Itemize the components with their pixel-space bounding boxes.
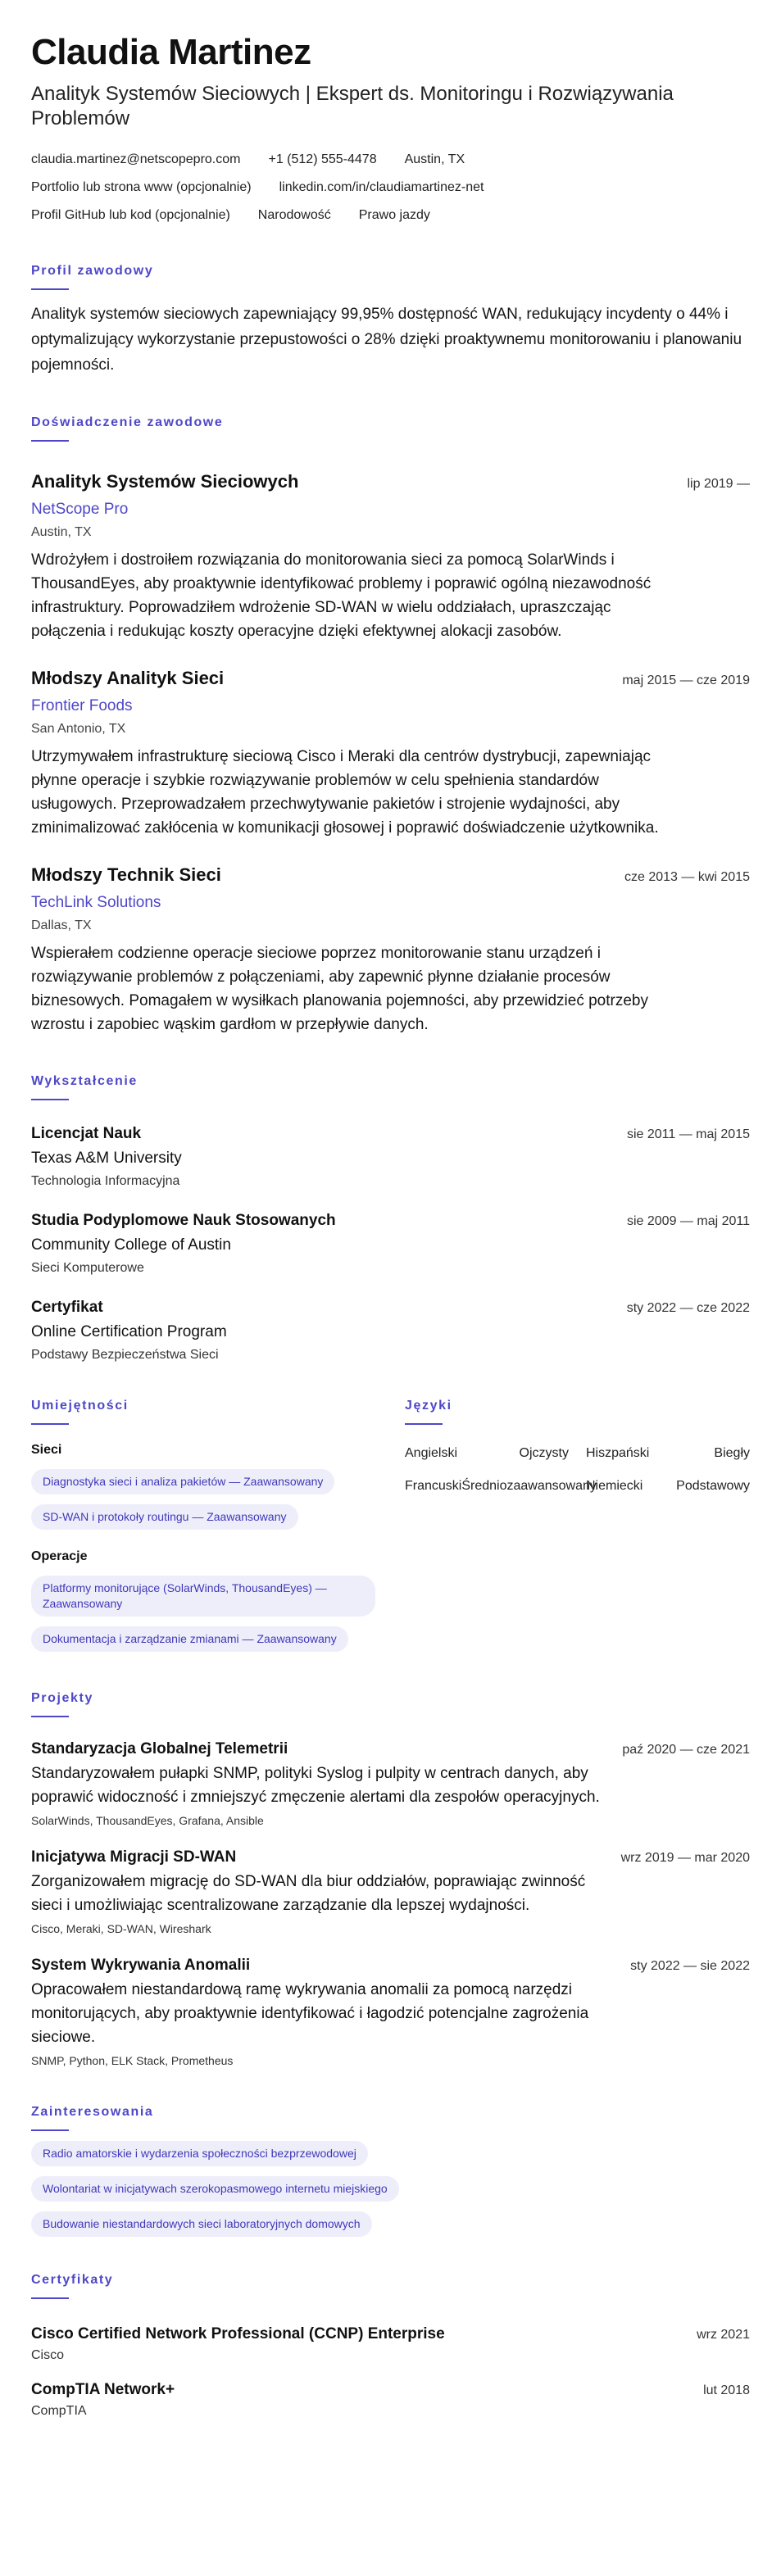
- project-technologies: SNMP, Python, ELK Stack, Prometheus: [31, 2054, 234, 2067]
- education-section: [31, 1073, 750, 1364]
- section-divider: [31, 2129, 69, 2131]
- section-divider: [31, 1716, 69, 1717]
- project-title: Standaryzacja Globalnej Telemetrii: [31, 1740, 288, 1757]
- job-dates: cze 2013 — kwi 2015: [624, 870, 750, 884]
- job-title: Młodszy Technik Sieci: [31, 864, 221, 885]
- interest-tag: Budowanie niestandardowych sieci laboratoryjnych domowych: [31, 2211, 372, 2237]
- project-description: Standaryzowałem pułapki SNMP, polityki Syslog i pulpity w centrach danych, aby poprawić widoczność i zmniejszyć zmęczenie alertami dla zespołów operacyjnych.: [31, 1765, 600, 1806]
- project-technologies: SolarWinds, ThousandEyes, Grafana, Ansible: [31, 1814, 264, 1827]
- section-divider: [31, 440, 69, 442]
- section-divider: [405, 1423, 443, 1425]
- experience-section: [31, 414, 750, 1036]
- skill-tag: Platformy monitorujące (SolarWinds, ThousandEyes) — Zaawansowany: [31, 1576, 375, 1617]
- job-location: Austin, TX: [31, 525, 92, 539]
- interests-section: [31, 2103, 750, 2237]
- language-level: Podstawowy: [676, 1479, 750, 1493]
- resume-header: [31, 31, 750, 224]
- project-entry: [31, 1739, 750, 1829]
- skills-languages-row: [31, 1397, 750, 1652]
- job-description: Utrzymywałem infrastrukturę sieciową Cisco i Meraki dla centrów dystrybucji, zapewniając płynne operacje i szybkie rozwiązywanie problemów w celu spełnienia standardów usługowych. Przeprowadzałem przechwytywanie pakietów i strojenie wydajności, aby zminimalizować zakłócenia w komunikacji głosowej i poprawić doświadczenie użytkownika.: [31, 748, 659, 837]
- section-heading: Wykształcenie: [31, 1074, 138, 1088]
- language-row: [405, 1444, 750, 1463]
- section-divider: [31, 1423, 69, 1425]
- job-location: San Antonio, TX: [31, 722, 126, 736]
- profile-summary: Analityk systemów sieciowych zapewniający 99,95% dostępność WAN, redukujący incydenty o 44% i optymalizujący wykorzystanie przepustowości o 28% dzięki proaktywnemu monitorowaniu i planowaniu pojemności.: [31, 306, 742, 374]
- job-entry: [31, 666, 750, 840]
- language-name: Angielski: [405, 1446, 458, 1460]
- section-heading: Projekty: [31, 1691, 93, 1705]
- school-name: Community College of Austin: [31, 1236, 231, 1254]
- links-row: [31, 179, 750, 197]
- certification-issuer: Cisco: [31, 2348, 65, 2362]
- project-dates: sty 2022 — sie 2022: [630, 1959, 750, 1973]
- section-heading: Doświadczenie zawodowe: [31, 415, 224, 429]
- company-name: NetScope Pro: [31, 501, 129, 518]
- city: Austin, TX: [404, 152, 465, 166]
- candidate-name: Claudia Martinez: [31, 32, 311, 72]
- project-description: Zorganizowałem migrację do SD-WAN dla biur oddziałów, poprawiając zwinność sieci i umożliwiając scentralizowane zarządzanie dla lepszej wydajności.: [31, 1873, 586, 1914]
- certification-date: lut 2018: [703, 2383, 750, 2397]
- linkedin-link[interactable]: linkedin.com/in/claudiamartinez-net: [279, 180, 484, 194]
- certification-issuer: CompTIA: [31, 2404, 87, 2418]
- education-dates: sie 2011 — maj 2015: [626, 1127, 750, 1141]
- company-name: TechLink Solutions: [31, 894, 161, 911]
- extra-info-row: [31, 206, 750, 224]
- project-dates: paź 2020 — cze 2021: [622, 1743, 750, 1757]
- skill-tag: Diagnostyka sieci i analiza pakietów — Zaawansowany: [31, 1469, 334, 1494]
- section-heading: Języki: [405, 1399, 452, 1413]
- project-description: Opracowałem niestandardową ramę wykrywania anomalii za pomocą narzędzi monitorujących, aby proaktywnie identyfikować i łagodzić potencjalne zagrożenia sieciowe.: [31, 1981, 589, 2046]
- certification-entry: [31, 2324, 750, 2365]
- interest-tag: Wolontariat w inicjatywach szerokopasmowego internetu miejskiego: [31, 2176, 399, 2202]
- education-entry: [31, 1297, 750, 1364]
- job-dates: maj 2015 — cze 2019: [622, 673, 750, 687]
- language-row: [405, 1477, 750, 1495]
- section-divider: [31, 288, 69, 290]
- section-heading: Profil zawodowy: [31, 264, 154, 278]
- skill-tag: Dokumentacja i zarządzanie zmianami — Zaawansowany: [31, 1626, 348, 1652]
- field-of-study: Sieci Komputerowe: [31, 1261, 144, 1275]
- degree: Studia Podyplomowe Nauk Stosowanych: [31, 1212, 336, 1229]
- project-entry: [31, 1847, 750, 1937]
- nationality: Narodowość: [257, 208, 331, 222]
- education-entry: [31, 1123, 750, 1190]
- school-name: Online Certification Program: [31, 1323, 227, 1340]
- project-title: System Wykrywania Anomalii: [31, 1957, 251, 1974]
- language-name: Francuski: [405, 1479, 462, 1493]
- job-location: Dallas, TX: [31, 918, 92, 932]
- job-entry: [31, 863, 750, 1036]
- skills-section: [31, 1397, 405, 1652]
- job-entry: [31, 469, 750, 643]
- interest-tag: Radio amatorskie i wydarzenia społeczności bezprzewodowej: [31, 2141, 368, 2166]
- school-name: Texas A&M University: [31, 1150, 182, 1167]
- company-name: Frontier Foods: [31, 697, 133, 714]
- job-description: Wdrożyłem i dostroiłem rozwiązania do monitorowania sieci za pomocą SolarWinds i ThousandEyes, aby proaktywnie identyfikować problemy i poprawić ogólną niezawodność infrastruktury. Poprowadziłem wdrożenie SD-WAN w wielu oddziałach, upraszczając połączenia i redukując koszty operacyjne dzięki efektywnej alokacji zasobów.: [31, 551, 652, 640]
- degree: Licencjat Nauk: [31, 1125, 142, 1142]
- field-of-study: Podstawy Bezpieczeństwa Sieci: [31, 1348, 219, 1362]
- field-of-study: Technologia Informacyjna: [31, 1174, 180, 1188]
- certifications-section: [31, 2271, 750, 2420]
- education-dates: sie 2009 — maj 2011: [626, 1214, 750, 1228]
- language-name: Niemiecki: [586, 1479, 643, 1493]
- skill-group-title: Operacje: [31, 1549, 88, 1563]
- language-level: Średniozaawansowany: [461, 1479, 597, 1493]
- section-heading: Certyfikaty: [31, 2273, 114, 2287]
- email-link[interactable]: claudia.martinez@netscopepro.com: [31, 152, 241, 166]
- section-heading: Zainteresowania: [31, 2105, 154, 2119]
- driving-license: Prawo jazdy: [358, 208, 430, 222]
- certification-date: wrz 2021: [697, 2328, 750, 2342]
- phone-number[interactable]: +1 (512) 555-4478: [268, 152, 377, 166]
- language-level: Ojczysty: [519, 1446, 569, 1460]
- project-dates: wrz 2019 — mar 2020: [620, 1851, 750, 1865]
- github-link[interactable]: Profil GitHub lub kod (opcjonalnie): [31, 208, 230, 222]
- language-name: Hiszpański: [586, 1446, 650, 1460]
- project-entry: [31, 1955, 750, 2069]
- job-title: Młodszy Analityk Sieci: [31, 668, 225, 688]
- section-divider: [31, 1099, 69, 1100]
- education-dates: sty 2022 — cze 2022: [626, 1301, 750, 1315]
- degree: Certyfikat: [31, 1299, 103, 1316]
- project-technologies: Cisco, Meraki, SD-WAN, Wireshark: [31, 1922, 211, 1935]
- project-title: Inicjatywa Migracji SD-WAN: [31, 1848, 237, 1866]
- skill-tag: SD-WAN i protokoły routingu — Zaawansowany: [31, 1504, 298, 1530]
- skill-group-title: Sieci: [31, 1443, 62, 1457]
- job-description: Wspierałem codzienne operacje sieciowe poprzez monitorowanie stanu urządzeń i rozwiązywanie problemów z połączeniami, aby zapewnić płynne działanie procesów biznesowych. Pomagałem w wysiłkach planowania pojemności, aby przewidzieć potrzeby wzrostu i zapobiec wąskim gardłom w przepływie danych.: [31, 945, 648, 1033]
- portfolio-link[interactable]: Portfolio lub strona www (opcjonalnie): [31, 180, 252, 194]
- section-heading: Umiejętności: [31, 1399, 129, 1413]
- certification-name: CompTIA Network+: [31, 2381, 175, 2398]
- job-dates: lip 2019 —: [687, 477, 750, 491]
- language-level: Biegły: [714, 1446, 750, 1460]
- candidate-title: Analityk Systemów Sieciowych | Ekspert ds. Monitoringu i Rozwiązywania Problemów: [31, 83, 674, 129]
- profile-section: [31, 262, 750, 378]
- job-title: Analityk Systemów Sieciowych: [31, 471, 299, 492]
- projects-section: [31, 1689, 750, 2069]
- section-divider: [31, 2297, 69, 2299]
- languages-section: [405, 1397, 750, 1652]
- certification-name: Cisco Certified Network Professional (CCNP) Enterprise: [31, 2325, 445, 2342]
- education-entry: [31, 1210, 750, 1277]
- contact-row: [31, 151, 750, 169]
- certification-entry: [31, 2379, 750, 2420]
